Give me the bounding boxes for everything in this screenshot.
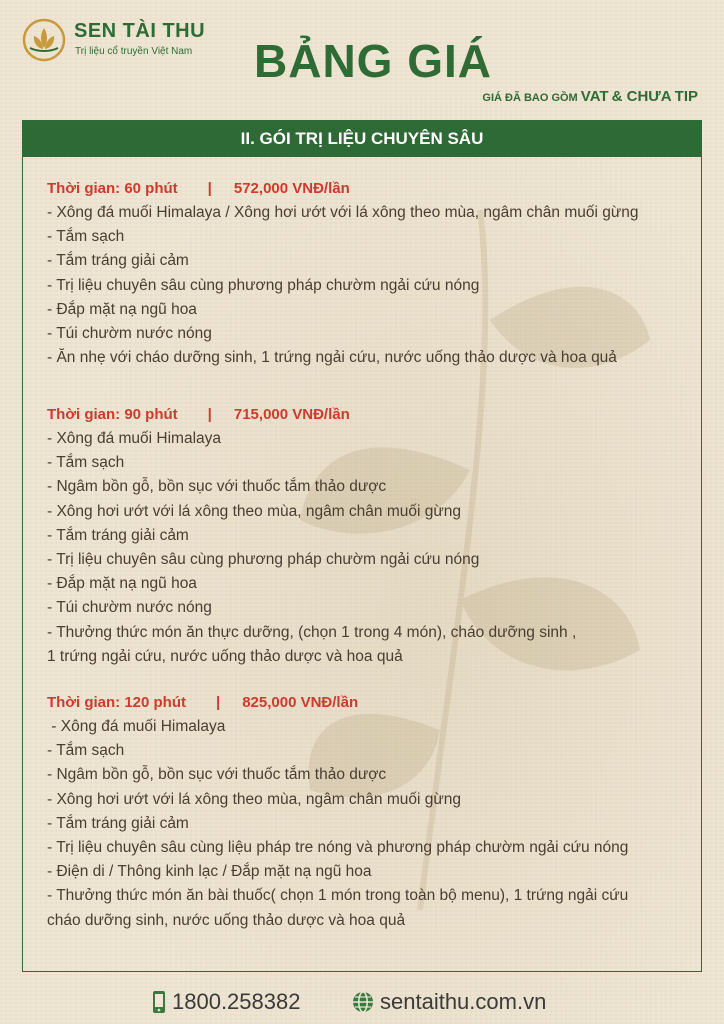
list-item: - Tắm sạch bbox=[47, 228, 125, 246]
globe-icon bbox=[352, 991, 374, 1013]
brand-tagline: Trị liệu cổ truyền Việt Nam bbox=[75, 46, 193, 57]
list-item: - Ngâm bồn gỗ, bồn sục với thuốc tắm thảo dược bbox=[47, 766, 387, 784]
package-items bbox=[47, 715, 695, 933]
package-90 bbox=[47, 403, 695, 669]
section-title: II. GÓI TRỊ LIỆU CHUYÊN SÂU bbox=[23, 121, 701, 157]
package-time: Thời gian: 60 phút bbox=[47, 180, 178, 197]
separator: | bbox=[216, 694, 221, 711]
footer bbox=[0, 984, 724, 1018]
note-mid: & CHƯA bbox=[611, 88, 672, 105]
package-header bbox=[47, 691, 695, 715]
brand-name: SEN TÀI THU bbox=[74, 20, 206, 42]
list-item: - Xông đá muối Himalaya bbox=[47, 430, 222, 447]
package-items bbox=[47, 201, 695, 370]
package-60 bbox=[47, 177, 695, 370]
lotus-logo-icon bbox=[22, 18, 66, 62]
price-note bbox=[482, 88, 698, 105]
list-item: - Xông hơi ướt với lá xông theo mùa, ngâm chân muối gừng bbox=[47, 502, 461, 520]
list-item: - Trị liệu chuyên sâu cùng phương pháp chườm ngải cứu nóng bbox=[47, 276, 480, 294]
note-tip: TIP bbox=[674, 88, 698, 105]
list-item: - Xông hơi ướt với lá xông theo mùa, ngâm chân muối gừng bbox=[47, 790, 461, 808]
website-url: sentaithu.com.vn bbox=[380, 989, 547, 1015]
note-vat: VAT bbox=[580, 88, 609, 105]
package-time: Thời gian: 90 phút bbox=[47, 406, 178, 423]
package-price: 572,000 VNĐ/lần bbox=[233, 180, 350, 197]
package-time: Thời gian: 120 phút bbox=[47, 694, 186, 711]
footer-website[interactable] bbox=[352, 988, 546, 1015]
phone-number: 1800.258382 bbox=[172, 989, 301, 1015]
list-item: - Xông đá muối Himalaya / Xông hơi ướt với lá xông theo mùa, ngâm chân muối gừng bbox=[47, 204, 639, 221]
package-price: 715,000 VNĐ/lần bbox=[233, 406, 350, 423]
list-item: - Trị liệu chuyên sâu cùng liệu pháp tre nóng và phương pháp chườm ngải cứu nóng bbox=[47, 839, 629, 857]
list-item: - Thưởng thức món ăn bài thuốc( chọn 1 món trong toàn bộ menu), 1 trứng ngải cứu bbox=[47, 887, 629, 905]
separator: | bbox=[207, 180, 212, 197]
package-items bbox=[47, 427, 695, 669]
list-item: 1 trứng ngải cứu, nước uống thảo dược và hoa quả bbox=[47, 647, 403, 665]
brand-logo bbox=[22, 18, 222, 66]
package-120 bbox=[47, 691, 695, 933]
list-item: - Tắm tráng giải cảm bbox=[47, 814, 189, 832]
list-item: - Tắm tráng giải cảm bbox=[47, 252, 189, 270]
list-item: - Ăn nhẹ với cháo dưỡng sinh, 1 trứng ngải cứu, nước uống thảo dược và hoa quả bbox=[47, 349, 617, 367]
list-item: - Túi chườm nước nóng bbox=[47, 599, 212, 617]
list-item: - Xông đá muối Himalaya bbox=[47, 718, 226, 735]
note-prefix: GIÁ ĐÃ BAO GỒM bbox=[482, 92, 578, 104]
list-item: - Tắm sạch bbox=[47, 454, 125, 472]
package-header bbox=[47, 177, 695, 201]
list-item: - Tắm sạch bbox=[47, 742, 125, 760]
phone-icon bbox=[152, 990, 166, 1014]
list-item: - Tắm tráng giải cảm bbox=[47, 526, 189, 544]
list-item: - Đắp mặt nạ ngũ hoa bbox=[47, 575, 197, 593]
price-table-box bbox=[22, 120, 702, 972]
package-header bbox=[47, 403, 695, 427]
footer-phone[interactable] bbox=[152, 988, 300, 1015]
page-title: BẢNG GIÁ bbox=[254, 35, 492, 87]
list-item: cháo dưỡng sinh, nước uống thảo dược và hoa quả bbox=[47, 911, 406, 929]
list-item: - Đắp mặt nạ ngũ hoa bbox=[47, 300, 197, 318]
package-price: 825,000 VNĐ/lần bbox=[242, 694, 359, 711]
list-item: - Điện di / Thông kinh lạc / Đắp mặt nạ ngũ hoa bbox=[47, 863, 372, 881]
list-item: - Thưởng thức món ăn thực dưỡng, (chọn 1 trong 4 món), cháo dưỡng sinh , bbox=[47, 623, 577, 641]
list-item: - Túi chườm nước nóng bbox=[47, 325, 212, 343]
separator: | bbox=[207, 406, 212, 423]
list-item: - Ngâm bồn gỗ, bồn sục với thuốc tắm thảo dược bbox=[47, 478, 387, 496]
list-item: - Trị liệu chuyên sâu cùng phương pháp chườm ngải cứu nóng bbox=[47, 551, 480, 569]
